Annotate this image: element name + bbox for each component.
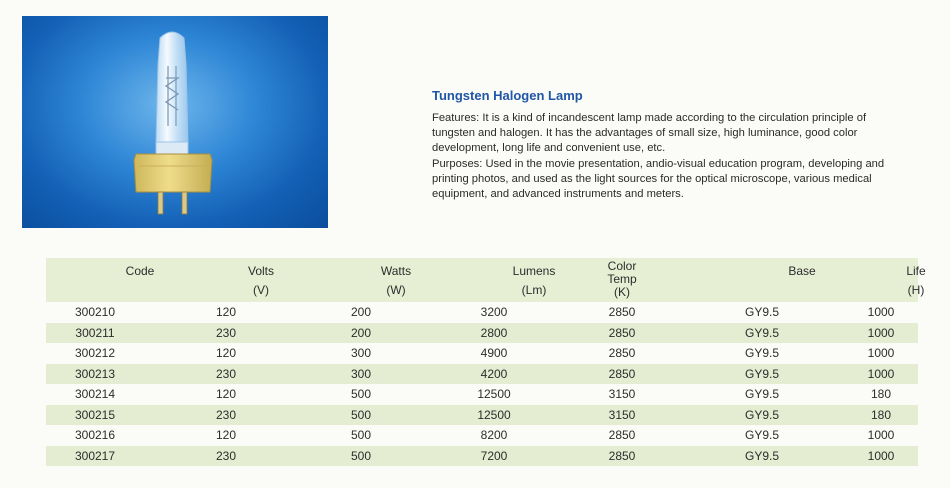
cell-lumens: 12500 [477,387,511,401]
header-watts [326,258,412,302]
cell-watts: 500 [350,448,372,463]
table-row [46,425,918,446]
cell-color-temp: 2850 [608,305,636,319]
features-text: Features: It is a kind of incandescent lamp made according to the circulation principle of tungsten and halogen. It has the advantages of small size, high luminance, good color development, long life and convenient use, etc. [432,112,867,155]
cell-life: 1000 [867,448,895,463]
header-lumens [454,258,556,302]
cell-life: 1000 [867,346,895,360]
cell-color-temp: 3150 [608,387,636,401]
cell-watts: 500 [350,428,372,442]
cell-life: 1000 [867,366,895,381]
header-base [722,258,816,302]
header-code [50,258,155,302]
cell-lumens: 12500 [477,407,511,422]
cell-base: GY9.5 [744,448,780,463]
header-watts-unit: (W) [386,283,406,297]
header-color-temp-line2: Temp [607,272,637,286]
table-row [46,384,918,405]
cell-life: 1000 [867,325,895,340]
table-row [46,405,918,426]
cell-lumens: 3200 [480,305,508,319]
cell-volts: 120 [215,305,237,319]
product-description [432,111,912,202]
cell-watts: 300 [350,346,372,360]
cell-base: GY9.5 [744,387,780,401]
cell-lumens: 2800 [480,325,508,340]
cell-volts: 120 [215,428,237,442]
table-row [46,343,918,364]
header-lumens-unit: (Lm) [521,283,547,297]
header-volts [191,258,274,302]
header-color-temp-line1: Color [607,259,637,273]
cell-lumens: 7200 [480,448,508,463]
cell-color-temp: 2850 [608,448,636,463]
cell-color-temp: 3150 [608,407,636,422]
cell-base: GY9.5 [744,407,780,422]
table-row [46,446,918,467]
header-watts-label: Watts [380,264,412,278]
cell-color-temp: 2850 [608,325,636,340]
cell-life: 1000 [867,305,895,319]
cell-life: 180 [870,407,892,422]
halogen-lamp-illustration [22,16,328,228]
cell-volts: 120 [215,387,237,401]
cell-volts: 230 [215,407,237,422]
header-life-label: Life [906,264,926,278]
cell-code: 300217 [74,448,116,463]
cell-base: GY9.5 [744,346,780,360]
cell-volts: 230 [215,325,237,340]
cell-code: 300216 [74,428,116,442]
cell-code: 300212 [74,346,116,360]
table-header [46,258,926,302]
specs-table [46,258,926,466]
cell-lumens: 8200 [480,428,508,442]
cell-base: GY9.5 [744,305,780,319]
cell-code: 300211 [75,325,115,340]
header-volts-label: Volts [247,264,274,278]
lamp-photo [22,16,328,228]
table-row [46,302,918,323]
cell-base: GY9.5 [744,428,780,442]
table-body [46,302,918,466]
cell-code: 300214 [74,387,116,401]
table-row [46,323,918,344]
header-color-temp-stack [587,260,657,299]
purposes-text: Purposes: Used in the movie presentation, andio-visual education program, developing and printing photos, and used as the light sources for the optical microscope, various medical equipment, and advanced instruments and meters. [432,157,885,201]
cell-code: 300215 [74,407,116,422]
cell-volts: 230 [215,366,237,381]
cell-code: 300213 [74,366,116,381]
cell-watts: 200 [350,325,372,340]
header-color-temp [587,258,657,302]
header-base-label: Base [788,264,816,278]
cell-base: GY9.5 [744,366,780,381]
header-color-temp-unit: (K) [614,285,630,299]
header-lumens-label: Lumens [512,264,556,278]
cell-watts: 500 [350,387,372,401]
header-volts-unit: (V) [253,283,269,297]
cell-color-temp: 2850 [608,366,636,381]
cell-volts: 120 [215,346,237,360]
cell-watts: 200 [350,305,372,319]
cell-base: GY9.5 [744,325,780,340]
header-code-label: Code [125,264,155,278]
cell-life: 1000 [867,428,895,442]
cell-code: 300210 [74,305,116,319]
header-life-unit: (H) [907,283,925,297]
cell-life: 180 [870,387,892,401]
cell-lumens: 4200 [480,366,508,381]
cell-color-temp: 2850 [608,428,636,442]
header-life [846,258,926,302]
cell-volts: 230 [215,448,237,463]
cell-color-temp: 2850 [608,346,636,360]
cell-watts: 300 [350,366,372,381]
cell-lumens: 4900 [480,346,508,360]
table-row [46,364,918,385]
product-title: Tungsten Halogen Lamp [432,88,583,103]
cell-watts: 500 [350,407,372,422]
